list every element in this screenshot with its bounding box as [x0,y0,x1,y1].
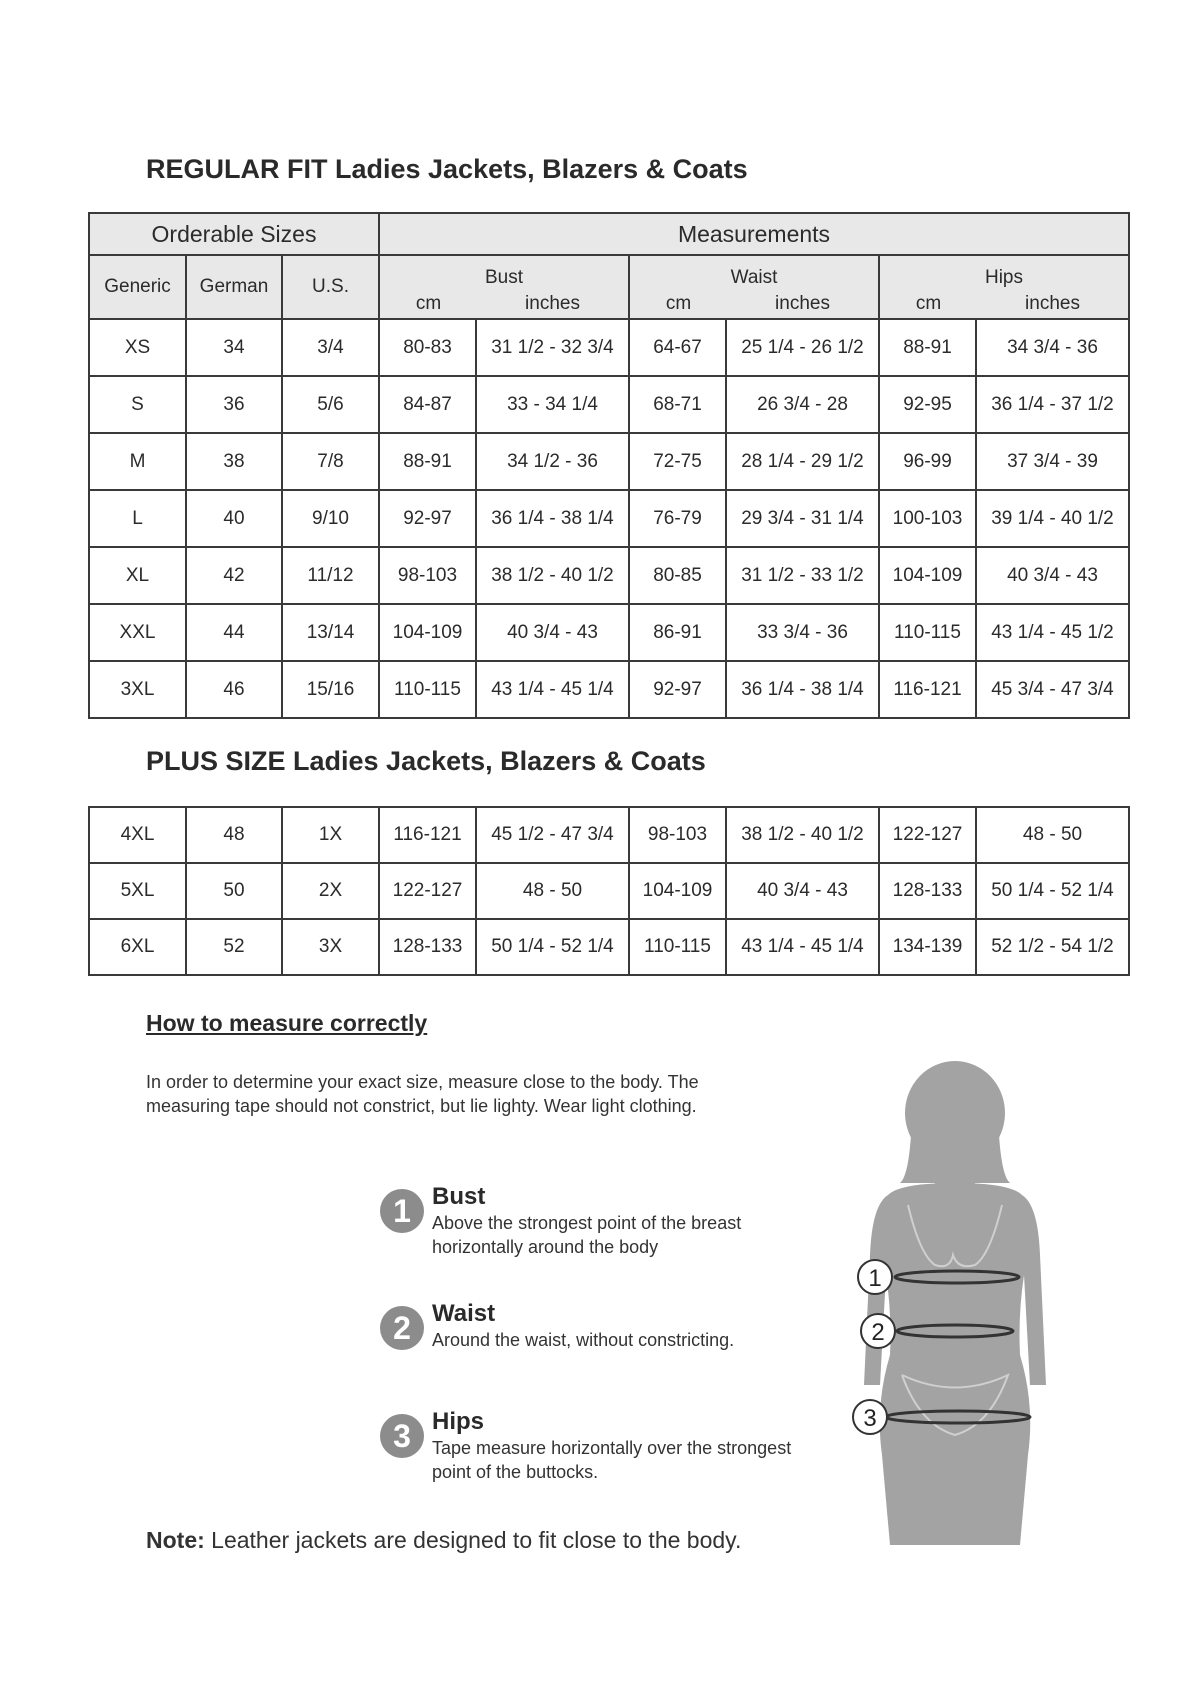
table-cell: 37 3/4 - 39 [976,433,1129,490]
step-number-2: 2 [380,1306,424,1350]
table-cell: 5/6 [282,376,379,433]
table-cell: 13/14 [282,604,379,661]
table-cell: 38 1/2 - 40 1/2 [726,807,879,863]
table-cell: 80-83 [379,319,476,376]
hips-inches-label: inches [1025,293,1080,314]
table-cell: 3/4 [282,319,379,376]
how-to-measure-intro: In order to determine your exact size, measure close to the body. The measuring tape should not constrict, but lie lighty. Wear light clothing. [146,1072,699,1116]
table-cell: 29 3/4 - 31 1/4 [726,490,879,547]
table-cell: 34 3/4 - 36 [976,319,1129,376]
bust-label: Bust [484,267,524,288]
how-to-measure-heading: How to measure correctly [146,1010,428,1036]
table-cell: 104-109 [879,547,976,604]
table-cell: XS [89,319,186,376]
table-cell: 110-115 [379,661,476,718]
table-cell: 134-139 [879,919,976,975]
step-number-3: 3 [380,1414,424,1458]
step-description-bust: Above the strongest point of the breast horizontally around the body [432,1213,742,1257]
tape-marker-2 [861,1314,895,1348]
table-cell: 68-71 [629,376,726,433]
waist-inches-label: inches [775,293,830,314]
regular-size-table [88,212,1130,719]
table-cell: 88-91 [379,433,476,490]
waist-cm-label: cm [665,293,692,314]
regular-fit-title: REGULAR FIT Ladies Jackets, Blazers & Coats [146,154,748,184]
table-cell: 50 [186,863,282,919]
waist-label: Waist [730,267,778,288]
table-cell: 6XL [89,919,186,975]
table-cell: 31 1/2 - 33 1/2 [726,547,879,604]
table-cell: 92-95 [879,376,976,433]
table-cell: 110-115 [879,604,976,661]
table-cell: 15/16 [282,661,379,718]
plus-table-body [89,807,1129,975]
table-cell: 36 1/4 - 38 1/4 [476,490,629,547]
table-cell: 86-91 [629,604,726,661]
table-cell: 104-109 [629,863,726,919]
table-cell: 72-75 [629,433,726,490]
us-header: U.S. [282,255,379,319]
table-cell: 110-115 [629,919,726,975]
bust-header [379,255,629,319]
table-cell: 80-85 [629,547,726,604]
bust-inches-label: inches [525,293,580,314]
table-cell: 3XL [89,661,186,718]
table-cell: 40 3/4 - 43 [726,863,879,919]
table-cell: 88-91 [879,319,976,376]
table-cell: 45 1/2 - 47 3/4 [476,807,629,863]
table-cell: XXL [89,604,186,661]
table-cell: 48 - 50 [476,863,629,919]
table-row [89,604,1129,661]
table-cell: 52 [186,919,282,975]
table-cell: 9/10 [282,490,379,547]
bust-cm-label: cm [415,293,442,314]
table-cell: 40 3/4 - 43 [476,604,629,661]
table-cell: 4XL [89,807,186,863]
table-cell: 100-103 [879,490,976,547]
table-row [89,490,1129,547]
hips-label: Hips [984,267,1023,288]
table-cell: 33 - 34 1/4 [476,376,629,433]
table-cell: 36 [186,376,282,433]
step-number-1: 1 [380,1189,424,1233]
table-cell: 122-127 [879,807,976,863]
table-cell: 26 3/4 - 28 [726,376,879,433]
table-row [89,433,1129,490]
table-cell: 43 1/4 - 45 1/4 [726,919,879,975]
table-cell: 116-121 [879,661,976,718]
table-row [89,376,1129,433]
table-cell: 2X [282,863,379,919]
measurements-header: Measurements [379,213,1129,255]
table-row [89,547,1129,604]
silhouette-icon [864,1061,1046,1545]
table-cell: 43 1/4 - 45 1/2 [976,604,1129,661]
table-cell: 122-127 [379,863,476,919]
svg-text:3: 3 [863,1405,877,1432]
table-row [89,919,1129,975]
table-cell: 46 [186,661,282,718]
step-description-hips: Tape measure horizontally over the strongest point of the buttocks. [432,1438,792,1482]
table-row [89,319,1129,376]
table-cell: 34 [186,319,282,376]
note-text: Leather jackets are designed to fit close to the body. [211,1527,742,1553]
table-cell: XL [89,547,186,604]
hips-header [879,255,1129,319]
table-cell: 92-97 [379,490,476,547]
plus-size-title: PLUS SIZE Ladies Jackets, Blazers & Coats [146,746,706,776]
orderable-sizes-header: Orderable Sizes [89,213,379,255]
svg-text:1: 1 [868,1265,882,1292]
table-cell: 104-109 [379,604,476,661]
table-cell: S [89,376,186,433]
table-cell: 98-103 [629,807,726,863]
table-cell: 31 1/2 - 32 3/4 [476,319,629,376]
table-cell: 48 - 50 [976,807,1129,863]
table-cell: 28 1/4 - 29 1/2 [726,433,879,490]
table-cell: 116-121 [379,807,476,863]
table-cell: 64-67 [629,319,726,376]
table-cell: 40 [186,490,282,547]
table-cell: 34 1/2 - 36 [476,433,629,490]
hips-cm-label: cm [915,293,942,314]
table-cell: 33 3/4 - 36 [726,604,879,661]
table-cell: 76-79 [629,490,726,547]
tape-marker-3 [853,1400,887,1434]
table-cell: 36 1/4 - 37 1/2 [976,376,1129,433]
step-description-waist: Around the waist, without constricting. [432,1330,735,1350]
table-cell: 44 [186,604,282,661]
table-cell: 1X [282,807,379,863]
table-cell: 38 [186,433,282,490]
waist-header [629,255,879,319]
table-cell: 3X [282,919,379,975]
svg-text:2: 2 [871,1319,885,1346]
table-cell: 43 1/4 - 45 1/4 [476,661,629,718]
table-cell: 7/8 [282,433,379,490]
table-cell: 36 1/4 - 38 1/4 [726,661,879,718]
body-measurement-figure [840,1055,1070,1545]
step-name-hips: Hips [432,1408,485,1435]
table-row [89,863,1129,919]
table-cell: 50 1/4 - 52 1/4 [976,863,1129,919]
table-cell: M [89,433,186,490]
table-cell: 11/12 [282,547,379,604]
note [146,1527,741,1554]
table-cell: 92-97 [629,661,726,718]
table-row [89,661,1129,718]
table-cell: 96-99 [879,433,976,490]
table-cell: 48 [186,807,282,863]
table-cell: 50 1/4 - 52 1/4 [476,919,629,975]
tape-marker-1 [858,1260,892,1294]
step-name-waist: Waist [432,1300,496,1327]
table-cell: 52 1/2 - 54 1/2 [976,919,1129,975]
regular-table-body [89,319,1129,718]
table-cell: 45 3/4 - 47 3/4 [976,661,1129,718]
table-cell: 39 1/4 - 40 1/2 [976,490,1129,547]
plus-size-table [88,806,1130,976]
step-name-bust: Bust [432,1183,486,1210]
table-cell: L [89,490,186,547]
table-cell: 42 [186,547,282,604]
table-cell: 38 1/2 - 40 1/2 [476,547,629,604]
generic-header: Generic [89,255,186,319]
table-cell: 128-133 [379,919,476,975]
german-header: German [186,255,282,319]
table-cell: 98-103 [379,547,476,604]
table-cell: 5XL [89,863,186,919]
table-cell: 84-87 [379,376,476,433]
table-row [89,807,1129,863]
table-cell: 128-133 [879,863,976,919]
table-cell: 25 1/4 - 26 1/2 [726,319,879,376]
table-cell: 40 3/4 - 43 [976,547,1129,604]
note-label: Note: [146,1527,205,1553]
